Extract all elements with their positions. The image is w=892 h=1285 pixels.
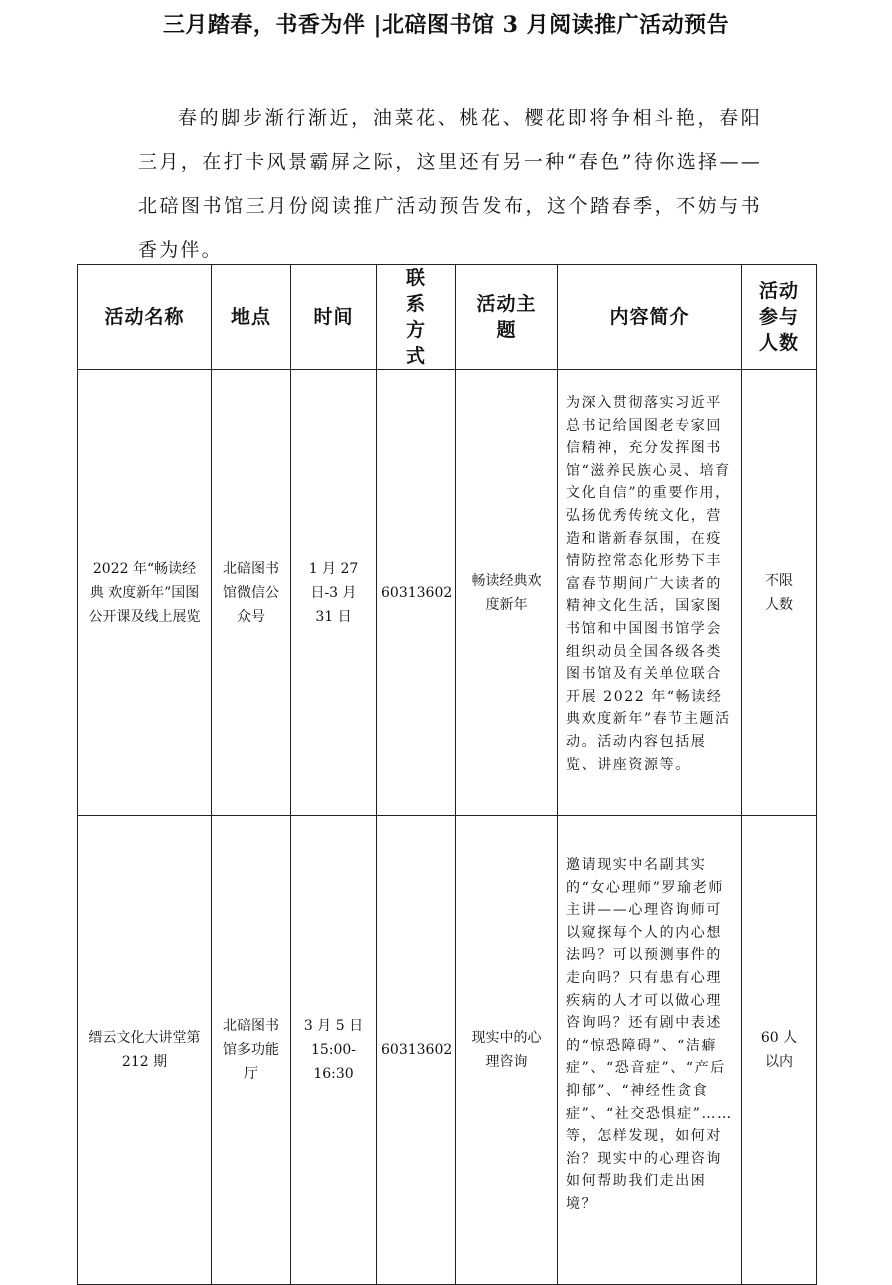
cell-time: 1 月 27 日-3 月 31 日: [291, 370, 377, 816]
cell-contact: 60313602: [377, 816, 456, 1285]
cell-description: 邀请现实中名副其实的“女心理师”罗瑜老师主讲——心理咨询师可以窥探每个人的内心想法吗？可以预测事件的走向吗？只有患有心理疾病的人才可以做心理咨询吗？还有剧中表述的“惊恐障碍”、“洁癖症”、“恐音症”、“产后抑郁”、“神经性贪食症”、“社交恐惧症”……等，怎样发现，如何对治？现实中的心理咨询如何帮助我们走出困境？: [558, 816, 742, 1285]
cell-time: 3 月 5 日 15:00-16:30: [291, 816, 377, 1285]
cell-theme: 畅读经典欢度新年: [456, 370, 558, 816]
table-row: [78, 816, 817, 1285]
cell-activity-name: 缙云文化大讲堂第 212 期: [78, 816, 212, 1285]
header-theme: 活动主题: [456, 265, 558, 370]
cell-activity-name: 2022 年“畅读经典 欢度新年”国图公开课及线上展览: [78, 370, 212, 816]
header-activity-name: 活动名称: [78, 265, 212, 370]
cell-participants: 不限人数: [742, 370, 817, 816]
cell-description: 为深入贯彻落实习近平总书记给国图老专家回信精神，充分发挥图书馆“滋养民族心灵、培育文化自信”的重要作用，弘扬优秀传统文化，营造和谐新春氛围，在疫情防控常态化形势下丰富春节期间广大读者的精神文化生活，国家图书馆和中国图书馆学会组织动员全国各级各类图书馆及有关单位联合开展 2022 年“畅读经典欢度新年”春节主题活动。活动内容包括展览、讲座资源等。: [558, 370, 742, 816]
table-header-row: [78, 265, 817, 370]
cell-location: 北碚图书馆微信公众号: [212, 370, 291, 816]
cell-contact: 60313602: [377, 370, 456, 816]
header-time: 时间: [291, 265, 377, 370]
header-description: 内容简介: [558, 265, 742, 370]
intro-paragraph: 春的脚步渐行渐近，油菜花、桃花、樱花即将争相斗艳，春阳三月，在打卡风景霸屏之际，这里还有另一种“春色”待你选择——北碚图书馆三月份阅读推广活动预告发布，这个踏春季，不妨与书香为伴。: [138, 107, 762, 261]
header-participants: 活动参与人数: [742, 265, 817, 370]
cell-location: 北碚图书馆多功能厅: [212, 816, 291, 1285]
document-title: 三月踏春，书香为伴 |北碚图书馆 3 月阅读推广活动预告: [162, 12, 730, 38]
header-location: 地点: [212, 265, 291, 370]
activity-table: [77, 264, 817, 1285]
table-row: [78, 370, 817, 816]
header-contact: 联系方式: [377, 265, 456, 370]
cell-theme: 现实中的心理咨询: [456, 816, 558, 1285]
cell-participants: 60 人以内: [742, 816, 817, 1285]
